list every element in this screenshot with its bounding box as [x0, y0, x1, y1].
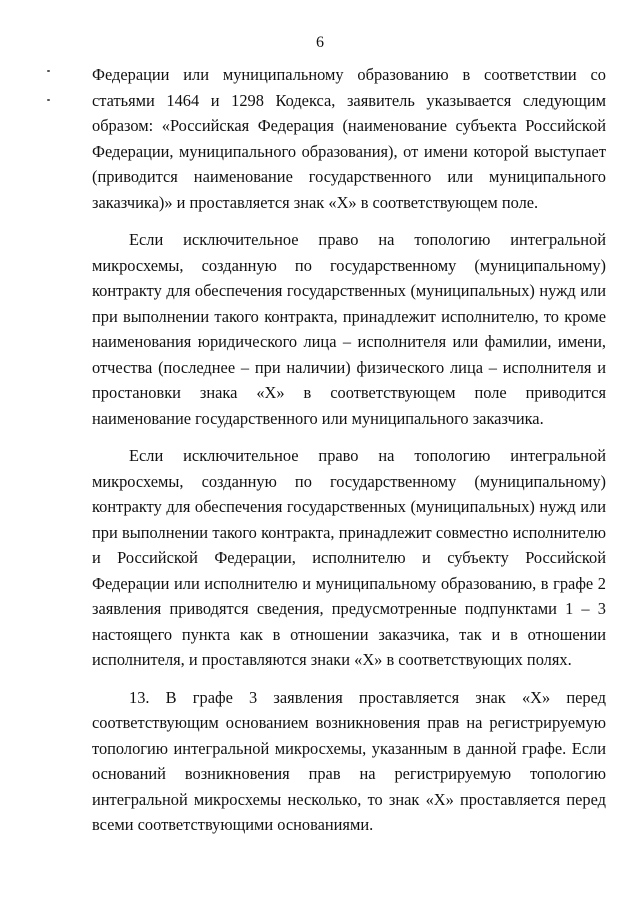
- paragraph-joint-rights: Если исключительное право на топологию интегральной микросхемы, созданную по государственному (муниципальному) контракту для обеспечения государственных (муниципальных) нужд или при выполнении такого контракта, принадлежит совместно исполнителю и Российской Федерации, исполнителю и субъекту Российской Федерации или исполнителю и муниципальному образованию, в графе 2 заявления приводятся сведения, предусмотренные подпунктами 1 – 3 настоящего пункта как в отношении заказчика, так и в отношении исполнителя, и проставляются знаки «Х» в соответствующих полях.: [92, 446, 606, 669]
- scan-mark: [47, 99, 50, 101]
- document-body: [92, 62, 606, 838]
- page-number: 6: [316, 34, 324, 51]
- scan-mark: [47, 70, 50, 72]
- paragraph-contractor-rights: Если исключительное право на топологию интегральной микросхемы, созданную по государственному (муниципальному) контракту для обеспечения государственных (муниципальных) нужд или при выполнении такого контракта, принадлежит исполнителю, то кроме наименования юридического лица – исполнителя или фамилии, имени, отчества (последнее – при наличии) физического лица – исполнителя и простановки знака «Х» в соответствующем поле приводится наименование государственного или муниципального заказчика.: [92, 230, 606, 428]
- paragraph-continuation: Федерации или муниципальному образованию в соответствии со статьями 1464 и 1298 Кодекса, заявитель указывается следующим образом: «Российская Федерация (наименование субъекта Российской Федерации, муниципального образования), от имени которой выступает (приводится наименование государственного или муниципального заказчика)» и проставляется знак «Х» в соответствующем поле.: [92, 65, 606, 212]
- paragraph-item-13: 13. В графе 3 заявления проставляется знак «Х» перед соответствующим основанием возникновения прав на регистрируемую топологию интегральной микросхемы, указанным в данной графе. Если оснований возникновения прав на регистрируемую топологию интегральной микросхемы несколько, то знак «Х» проставляется перед всеми соответствующими основаниями.: [92, 687, 606, 834]
